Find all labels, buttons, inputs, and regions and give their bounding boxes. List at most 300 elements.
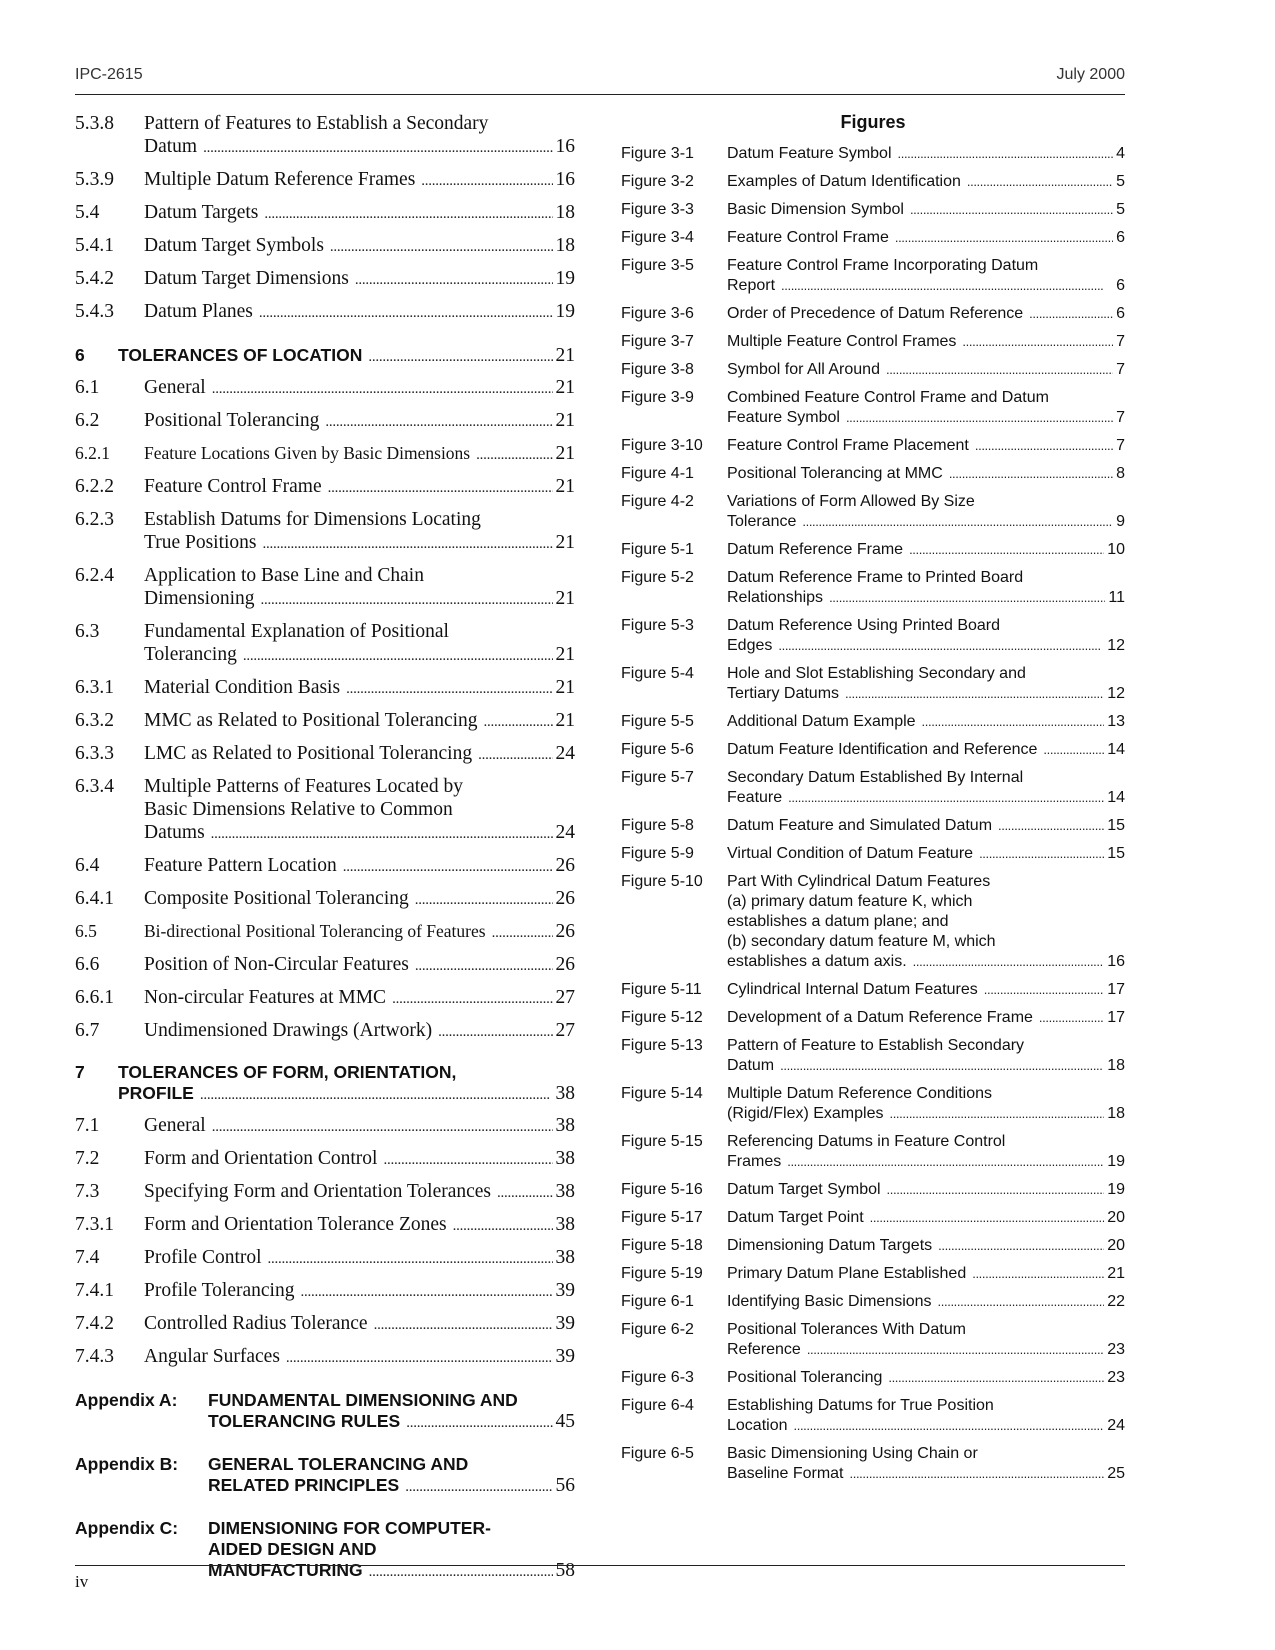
figure-entry-title-line: Frames — [727, 1153, 782, 1170]
figure-entry-number: Figure 3-8 — [621, 361, 694, 378]
appendix-entry-title-line: RELATED PRINCIPLES — [208, 1475, 400, 1495]
toc-entry-page: 21 — [555, 443, 575, 464]
dot-leader — [415, 889, 553, 912]
dot-leader — [802, 512, 1113, 532]
toc-entry-number: 7.4.1 — [75, 1280, 114, 1301]
dot-leader — [343, 856, 553, 879]
toc-entry-number: 7.4.2 — [75, 1313, 114, 1334]
header-rule — [75, 94, 1125, 95]
figure-entry-number: Figure 5-19 — [621, 1265, 703, 1282]
toc-entry[interactable] — [75, 1019, 575, 1044]
dot-leader — [263, 533, 553, 556]
toc-entry-title-line: Datum Planes — [144, 301, 253, 322]
appendix-entry-number: Appendix B: — [75, 1454, 179, 1474]
figure-entry[interactable] — [621, 768, 1125, 808]
figure-entry-page: 14 — [1107, 741, 1125, 758]
dot-leader — [807, 1340, 1104, 1360]
figure-entry-page: 17 — [1107, 981, 1125, 998]
toc-entry-title-line: Form and Orientation Tolerance Zones — [144, 1214, 447, 1235]
appendix-entry-title-line: TOLERANCING RULES — [208, 1411, 401, 1431]
dot-leader — [286, 1347, 553, 1370]
dot-leader — [781, 276, 1113, 296]
appendix-entry-title-line: MANUFACTURING — [208, 1560, 363, 1580]
toc-entry-number: 6.2 — [75, 410, 100, 431]
toc-entry-page: 21 — [555, 377, 575, 398]
figure-entry-title-line: Datum Feature Identification and Reference — [727, 741, 1038, 758]
toc-entry-title-line: PROFILE — [118, 1083, 194, 1103]
toc-entry-page: 21 — [555, 677, 575, 698]
dot-leader — [938, 1292, 1105, 1312]
toc-entry-title-line: Datum Target Dimensions — [144, 268, 349, 289]
appendix-entry-title-line: AIDED DESIGN AND — [208, 1539, 377, 1559]
figure-entry-title-line: Datum — [727, 1057, 775, 1074]
dot-leader — [962, 332, 1113, 352]
figure-entry[interactable] — [621, 540, 1125, 560]
toc-entry[interactable] — [75, 953, 575, 978]
figure-entry-number: Figure 3-1 — [621, 145, 694, 162]
toc-entry-title-line: Tolerancing — [144, 644, 237, 665]
toc-entry[interactable] — [75, 112, 575, 160]
toc-entry[interactable] — [75, 201, 575, 226]
toc-entry[interactable] — [75, 775, 575, 846]
figure-entry-title-line: Basic Dimensioning Using Chain or — [727, 1445, 978, 1462]
dot-leader — [829, 588, 1105, 608]
figure-entry-page: 22 — [1107, 1293, 1125, 1310]
toc-entry[interactable] — [75, 1246, 575, 1271]
figure-entry-title-line: Feature Control Frame — [727, 229, 889, 246]
figure-entry-number: Figure 5-14 — [621, 1085, 703, 1102]
toc-entry-page: 26 — [555, 954, 575, 975]
dot-leader — [975, 436, 1113, 456]
toc-entry-page: 21 — [555, 532, 575, 553]
figure-entry[interactable] — [621, 464, 1125, 484]
running-header-doc-id: IPC-2615 — [75, 66, 143, 83]
appendix-entry-title-line: FUNDAMENTAL DIMENSIONING AND — [208, 1390, 518, 1410]
toc-entry[interactable] — [75, 267, 575, 292]
toc-entry-number: 6.4 — [75, 855, 100, 876]
dot-leader — [497, 1182, 552, 1205]
figure-entry-title-line: establishes a datum axis. — [727, 953, 907, 970]
toc-entry-title-line: Fundamental Explanation of Positional — [144, 621, 449, 642]
figure-entry-title-line: Report — [727, 277, 776, 294]
toc-entry[interactable] — [75, 620, 575, 668]
figure-entry-page: 15 — [1107, 817, 1125, 834]
toc-entry[interactable] — [75, 709, 575, 734]
figure-entry[interactable] — [621, 1036, 1125, 1076]
figure-entry-number: Figure 5-10 — [621, 873, 703, 890]
figure-entry-number: Figure 5-17 — [621, 1209, 703, 1226]
toc-entry-page: 16 — [555, 169, 575, 190]
figure-entry-title-line: Cylindrical Internal Datum Features — [727, 981, 978, 998]
figure-entry[interactable] — [621, 1444, 1125, 1484]
toc-entry-page: 21 — [555, 410, 575, 431]
toc-entry[interactable] — [75, 1345, 575, 1370]
figure-entry-title-line: (b) secondary datum feature M, which — [727, 933, 996, 950]
figure-entry-title-line: Datum Target Symbol — [727, 1181, 881, 1198]
toc-entry-page: 38 — [555, 1214, 575, 1235]
figure-entry-number: Figure 5-9 — [621, 845, 694, 862]
figure-entry-page: 16 — [1107, 953, 1125, 970]
figure-entry-title-line: (a) primary datum feature K, which — [727, 893, 973, 910]
figure-entry-title-line: Edges — [727, 637, 773, 654]
figure-entry-page: 20 — [1107, 1237, 1125, 1254]
figure-entry[interactable] — [621, 1084, 1125, 1124]
figure-entry-page: 13 — [1107, 713, 1125, 730]
figure-entry-page: 19 — [1107, 1153, 1125, 1170]
figure-entry[interactable] — [621, 1368, 1125, 1388]
toc-entry-number: 6.2.4 — [75, 565, 114, 586]
figure-entry[interactable] — [621, 304, 1125, 324]
figure-entry[interactable] — [621, 1180, 1125, 1200]
dot-leader — [845, 684, 1104, 704]
dot-leader — [421, 170, 552, 193]
dot-leader — [1039, 1008, 1104, 1028]
figure-entry-number: Figure 6-5 — [621, 1445, 694, 1462]
figure-entry-title-line: (Rigid/Flex) Examples — [727, 1105, 884, 1122]
toc-entry-page: 38 — [555, 1181, 575, 1202]
dot-leader — [200, 1085, 553, 1106]
toc-entry-title-line: MMC as Related to Positional Tolerancing — [144, 710, 478, 731]
figure-entry[interactable] — [621, 1236, 1125, 1256]
figure-entry-title-line: Positional Tolerancing at MMC — [727, 465, 943, 482]
figure-entry-title-line: Datum Reference Frame to Printed Board — [727, 569, 1024, 586]
figure-entry-title-line: Identifying Basic Dimensions — [727, 1293, 932, 1310]
toc-entry-title-line: Profile Control — [144, 1247, 262, 1268]
figure-entry[interactable] — [621, 872, 1125, 972]
figure-entry[interactable] — [621, 740, 1125, 760]
toc-entry-page: 21 — [555, 345, 575, 366]
figure-entry-page: 6 — [1116, 277, 1125, 294]
toc-entry-number: 6.3.1 — [75, 677, 114, 698]
toc-entry[interactable] — [75, 1147, 575, 1172]
figures-list — [621, 144, 1125, 1484]
figure-entry[interactable] — [621, 844, 1125, 864]
figure-entry-number: Figure 5-11 — [621, 981, 702, 998]
toc-entry-title-line: General — [144, 1115, 206, 1136]
dot-leader — [268, 1248, 553, 1271]
figure-entry[interactable] — [621, 200, 1125, 220]
toc-entry-title-line: Feature Locations Given by Basic Dimensions — [144, 443, 471, 463]
figure-entry-page: 6 — [1116, 305, 1125, 322]
toc-entry-number: 7.3 — [75, 1181, 100, 1202]
dot-leader — [1029, 304, 1113, 324]
figure-entry-title-line: Virtual Condition of Datum Feature — [727, 845, 974, 862]
figure-entry-page: 21 — [1107, 1265, 1125, 1282]
dot-leader — [211, 823, 553, 846]
toc-entry[interactable] — [75, 1213, 575, 1238]
dot-leader — [794, 1416, 1105, 1436]
dot-leader — [898, 144, 1114, 164]
figure-entry-title-line: Feature Control Frame Incorporating Datum — [727, 257, 1039, 274]
toc-entry-page: 21 — [555, 476, 575, 497]
figure-entry[interactable] — [621, 360, 1125, 380]
dot-leader — [415, 955, 553, 978]
dot-leader — [967, 172, 1113, 192]
toc-entry-page: 19 — [555, 301, 575, 322]
figure-entry-title-line: Relationships — [727, 589, 824, 606]
toc-entry-title-line: True Positions — [144, 532, 257, 553]
toc-entry[interactable] — [75, 300, 575, 325]
figure-entry-title-line: establishes a datum plane; and — [727, 913, 949, 930]
figure-entry-number: Figure 3-9 — [621, 389, 694, 406]
figure-entry[interactable] — [621, 568, 1125, 608]
figure-entry-title-line: Feature — [727, 789, 783, 806]
dot-leader — [909, 540, 1104, 560]
toc-entry-title-line: General — [144, 377, 206, 398]
figure-entry-page: 7 — [1116, 437, 1125, 454]
toc-entry-number: 7.4 — [75, 1247, 100, 1268]
figure-entry[interactable] — [621, 492, 1125, 532]
toc-entry-title-line: Application to Base Line and Chain — [144, 565, 424, 586]
figure-entry-number: Figure 6-4 — [621, 1397, 694, 1414]
figure-entry[interactable] — [621, 256, 1125, 296]
dot-leader — [212, 378, 553, 401]
dot-leader — [913, 952, 1105, 972]
figure-entry-title-line: Order of Precedence of Datum Reference — [727, 305, 1024, 322]
toc-entry-number: 6.3.4 — [75, 776, 114, 797]
figure-entry-page: 15 — [1107, 845, 1125, 862]
toc-entry[interactable] — [75, 1312, 575, 1337]
toc-entry[interactable] — [75, 475, 575, 500]
toc-entry[interactable] — [75, 345, 575, 368]
toc-entry-title-line: Bi-directional Positional Tolerancing of Features — [144, 921, 486, 941]
dot-leader — [203, 137, 552, 160]
toc-entry-title-line: Controlled Radius Tolerance — [144, 1313, 368, 1334]
dot-leader — [492, 922, 553, 945]
toc-entry-number: 6.5 — [75, 921, 97, 941]
figure-entry[interactable] — [621, 1008, 1125, 1028]
figure-entry-title-line: Establishing Datums for True Position — [727, 1397, 994, 1414]
toc-entry-title-line: Feature Control Frame — [144, 476, 322, 497]
dot-leader — [374, 1314, 553, 1337]
figure-entry-page: 5 — [1116, 173, 1125, 190]
figure-entry[interactable] — [621, 436, 1125, 456]
dot-leader — [453, 1215, 553, 1238]
toc-entry-title-line: Datum — [144, 136, 198, 157]
figure-entry[interactable] — [621, 388, 1125, 428]
figure-entry-title-line: Tolerance — [727, 513, 797, 530]
dot-leader — [895, 228, 1113, 248]
toc-entry[interactable] — [75, 742, 575, 767]
figure-entry-page: 6 — [1116, 229, 1125, 246]
dot-leader — [243, 645, 553, 668]
figure-entry-title-line: Secondary Datum Established By Internal — [727, 769, 1024, 786]
figure-entry-title-line: Primary Datum Plane Established — [727, 1265, 967, 1282]
figure-entry-page: 23 — [1107, 1341, 1125, 1358]
dot-leader — [438, 1021, 552, 1044]
figure-entry[interactable] — [621, 816, 1125, 836]
figure-entry-page: 8 — [1116, 465, 1125, 482]
figure-entry-number: Figure 5-5 — [621, 713, 694, 730]
toc-entry[interactable] — [75, 234, 575, 259]
toc-entry[interactable] — [75, 1062, 575, 1106]
figure-entry-number: Figure 5-13 — [621, 1037, 703, 1054]
toc-entry[interactable] — [75, 887, 575, 912]
toc-entry[interactable] — [75, 986, 575, 1011]
figure-entry-number: Figure 5-18 — [621, 1237, 703, 1254]
toc-entry-number: 6.2.2 — [75, 476, 114, 497]
dot-leader — [300, 1281, 552, 1304]
figure-entry[interactable] — [621, 172, 1125, 192]
appendix-entry-number: Appendix A: — [75, 1390, 178, 1410]
dot-leader — [259, 302, 553, 325]
dot-leader — [780, 1056, 1104, 1076]
toc-entry[interactable] — [75, 1114, 575, 1139]
figure-entry-page: 24 — [1107, 1417, 1125, 1434]
figure-entry-number: Figure 5-12 — [621, 1009, 703, 1026]
figure-entry-page: 18 — [1107, 1057, 1125, 1074]
toc-entry-number: 6.3.3 — [75, 743, 114, 764]
figure-entry[interactable] — [621, 1320, 1125, 1360]
toc-entry-page: 39 — [555, 1346, 575, 1367]
toc-entry[interactable] — [75, 564, 575, 612]
toc-entry-title-line: Material Condition Basis — [144, 677, 341, 698]
toc-entry-number: 7.4.3 — [75, 1346, 114, 1367]
dot-leader — [922, 712, 1105, 732]
figure-entry[interactable] — [621, 1208, 1125, 1228]
figure-entry-title-line: Tertiary Datums — [727, 685, 840, 702]
toc-entry[interactable] — [75, 508, 575, 556]
toc-entry[interactable] — [75, 854, 575, 879]
toc-entry-page: 18 — [555, 235, 575, 256]
figure-entry-title-line: Location — [727, 1417, 788, 1434]
toc-entry[interactable] — [75, 168, 575, 193]
dot-leader — [405, 1477, 552, 1498]
toc-entry-title-line: Pattern of Features to Establish a Secondary — [144, 113, 489, 134]
toc-entry[interactable] — [75, 920, 575, 945]
dot-leader — [910, 200, 1113, 220]
dot-leader — [212, 1116, 553, 1139]
figure-entry-number: Figure 3-5 — [621, 257, 694, 274]
figure-entry-page: 17 — [1107, 1009, 1125, 1026]
appendix-entry[interactable] — [75, 1390, 575, 1434]
appendix-entry[interactable] — [75, 1518, 575, 1583]
dot-leader — [778, 636, 1104, 656]
figure-entry-page: 9 — [1116, 513, 1125, 530]
figure-entry-number: Figure 4-2 — [621, 493, 694, 510]
toc-entry-title-line: Undimensioned Drawings (Artwork) — [144, 1020, 433, 1041]
toc-entry-title-line: Angular Surfaces — [144, 1346, 280, 1367]
figure-entry[interactable] — [621, 616, 1125, 656]
figure-entry-page: 4 — [1116, 145, 1125, 162]
figure-entry[interactable] — [621, 1396, 1125, 1436]
appendix-entry-page: 58 — [555, 1560, 575, 1581]
figure-entry-title-line: Pattern of Feature to Establish Secondary — [727, 1037, 1025, 1054]
toc-entry-page: 38 — [555, 1148, 575, 1169]
dot-leader — [346, 678, 552, 701]
toc-entry[interactable] — [75, 442, 575, 467]
figure-entry-number: Figure 5-16 — [621, 1181, 703, 1198]
toc-entry-page: 19 — [555, 268, 575, 289]
toc-entry-number: 6.2.1 — [75, 443, 110, 463]
dot-leader — [328, 477, 553, 500]
figure-entry[interactable] — [621, 228, 1125, 248]
dot-leader — [325, 411, 552, 434]
toc-entry-number: 5.4.3 — [75, 301, 114, 322]
toc-entry[interactable] — [75, 409, 575, 434]
figure-entry[interactable] — [621, 712, 1125, 732]
toc-entry[interactable] — [75, 1279, 575, 1304]
toc-entry-number: 6.2.3 — [75, 509, 114, 530]
dot-leader — [330, 236, 553, 259]
dot-leader — [850, 1464, 1105, 1484]
figure-entry-title-line: Multiple Feature Control Frames — [727, 333, 957, 350]
toc-entry-page: 27 — [555, 987, 575, 1008]
toc-entry[interactable] — [75, 1180, 575, 1205]
appendix-entry-title-line: GENERAL TOLERANCING AND — [208, 1454, 469, 1474]
figure-entry-title-line: Referencing Datums in Feature Control — [727, 1133, 1006, 1150]
dot-leader — [887, 1180, 1105, 1200]
toc-entry-title-line: Datum Target Symbols — [144, 235, 324, 256]
toc-entry-page: 26 — [555, 888, 575, 909]
figure-entry-title-line: Datum Reference Frame — [727, 541, 904, 558]
toc-entry-title-line: Multiple Datum Reference Frames — [144, 169, 416, 190]
figure-entry-page: 7 — [1116, 361, 1125, 378]
toc-entry-number: 6.3.2 — [75, 710, 114, 731]
figure-entry-page: 18 — [1107, 1105, 1125, 1122]
toc-entry-title-line: Feature Pattern Location — [144, 855, 337, 876]
figure-entry-title-line: Additional Datum Example — [727, 713, 916, 730]
figure-entry[interactable] — [621, 1132, 1125, 1172]
figure-entry-number: Figure 3-10 — [621, 437, 703, 454]
figure-entry-title-line: Positional Tolerances With Datum — [727, 1321, 966, 1338]
toc-entry-number: 7.3.1 — [75, 1214, 114, 1235]
figure-entry-title-line: Combined Feature Control Frame and Datum — [727, 389, 1049, 406]
dot-leader — [787, 1152, 1104, 1172]
figure-entry[interactable] — [621, 980, 1125, 1000]
figure-entry-number: Figure 5-6 — [621, 741, 694, 758]
toc-entry[interactable] — [75, 676, 575, 701]
toc-entry-title-line: TOLERANCES OF LOCATION — [118, 345, 363, 365]
dot-leader — [478, 744, 552, 767]
dot-leader — [889, 1104, 1104, 1124]
appendix-entry[interactable] — [75, 1454, 575, 1498]
toc-entry-title-line: Positional Tolerancing — [144, 410, 320, 431]
dot-leader — [870, 1208, 1105, 1228]
appendix-entry-number: Appendix C: — [75, 1518, 179, 1538]
figure-entry[interactable] — [621, 664, 1125, 704]
toc-entry[interactable] — [75, 376, 575, 401]
toc-entry-title-line: Profile Tolerancing — [144, 1280, 295, 1301]
appendix-entry-page: 45 — [555, 1411, 575, 1432]
dot-leader — [484, 711, 553, 734]
figure-entry-number: Figure 5-8 — [621, 817, 694, 834]
figure-entry[interactable] — [621, 1264, 1125, 1284]
figure-entry-number: Figure 3-6 — [621, 305, 694, 322]
toc-entry-page: 21 — [555, 710, 575, 731]
figure-entry-page: 10 — [1107, 541, 1125, 558]
figure-entry-number: Figure 5-3 — [621, 617, 694, 634]
figure-entry-title-line: Positional Tolerancing — [727, 1369, 883, 1386]
dot-leader — [938, 1236, 1104, 1256]
figure-entry-title-line: Baseline Format — [727, 1465, 844, 1482]
dot-leader — [355, 269, 553, 292]
dot-leader — [984, 980, 1104, 1000]
figure-entry-number: Figure 5-4 — [621, 665, 694, 682]
toc-entry-title-line: Dimensioning — [144, 588, 255, 609]
figure-entry[interactable] — [621, 332, 1125, 352]
figure-entry-title-line: Basic Dimension Symbol — [727, 201, 904, 218]
toc-entry-page: 26 — [555, 855, 575, 876]
figure-entry-title-line: Feature Control Frame Placement — [727, 437, 969, 454]
toc-entry-number: 6.7 — [75, 1020, 100, 1041]
figure-entry[interactable] — [621, 144, 1125, 164]
figure-entry-title-line: Hole and Slot Establishing Secondary and — [727, 665, 1026, 682]
figure-entry-number: Figure 4-1 — [621, 465, 694, 482]
figure-entry-title-line: Part With Cylindrical Datum Features — [727, 873, 991, 890]
figure-entry[interactable] — [621, 1292, 1125, 1312]
figure-entry-page: 25 — [1107, 1465, 1125, 1482]
